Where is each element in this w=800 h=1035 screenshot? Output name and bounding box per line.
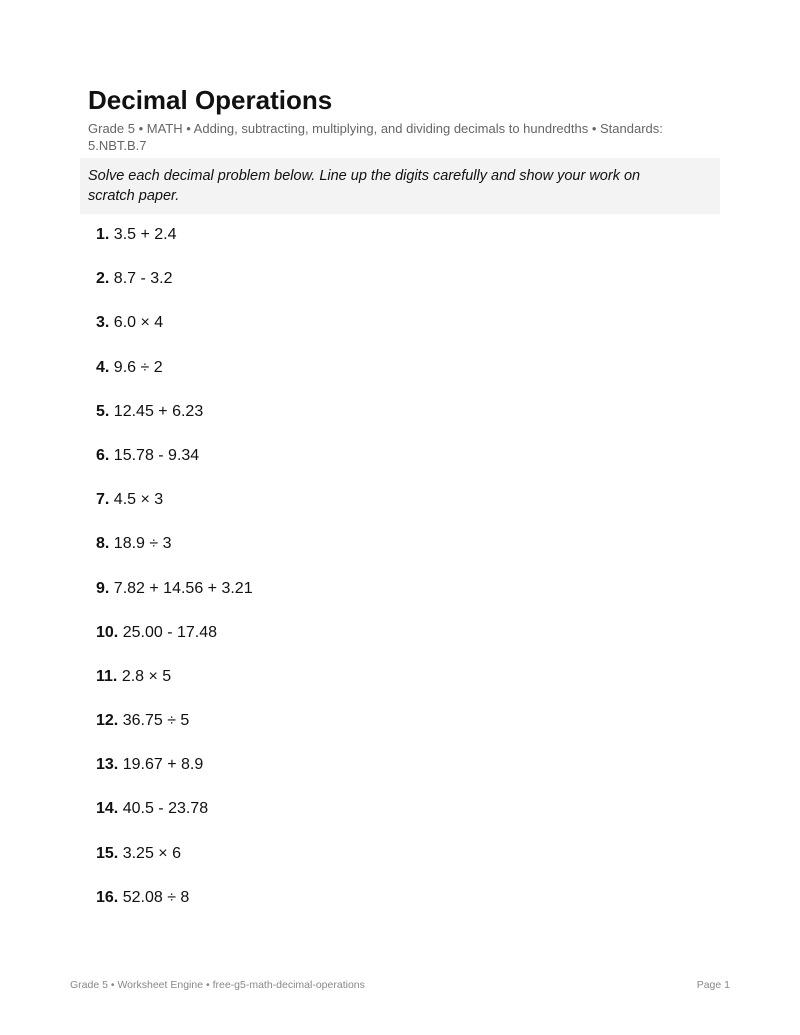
problem-item — [96, 843, 253, 887]
problem-item — [96, 401, 253, 445]
problem-expression: 12.45 + 6.23 — [113, 402, 204, 420]
problem-item — [96, 312, 253, 356]
problem-number: 13. — [96, 756, 119, 774]
problem-expression: 19.67 + 8.9 — [122, 756, 204, 774]
problem-list — [96, 224, 253, 931]
problem-number: 5. — [96, 402, 110, 420]
problem-item — [96, 578, 253, 622]
problem-expression: 18.9 ÷ 3 — [113, 535, 172, 553]
problem-item — [96, 798, 253, 842]
problem-item — [96, 887, 253, 931]
problem-number: 15. — [96, 844, 119, 862]
problem-number: 10. — [96, 623, 119, 641]
problem-number: 2. — [96, 270, 110, 288]
problem-expression: 36.75 ÷ 5 — [122, 712, 190, 730]
problem-expression: 4.5 × 3 — [113, 491, 164, 509]
problem-number: 1. — [96, 226, 110, 243]
problem-expression: 40.5 - 23.78 — [122, 800, 209, 818]
problem-expression: 25.00 - 17.48 — [122, 623, 217, 641]
problem-item — [96, 666, 253, 710]
problem-number: 9. — [96, 579, 110, 597]
problem-item — [96, 357, 253, 401]
problem-number: 3. — [96, 314, 110, 332]
problem-expression: 8.7 - 3.2 — [113, 270, 173, 288]
problem-item — [96, 224, 253, 268]
problem-item — [96, 622, 253, 666]
problem-expression: 15.78 - 9.34 — [113, 446, 200, 464]
problem-expression: 3.5 + 2.4 — [113, 226, 177, 243]
problem-number: 6. — [96, 446, 110, 464]
problem-number: 11. — [96, 667, 118, 685]
problem-expression: 2.8 × 5 — [121, 667, 172, 685]
problem-number: 7. — [96, 491, 110, 509]
problem-number: 8. — [96, 535, 110, 553]
problem-number: 14. — [96, 800, 119, 818]
page-number: Page 1 — [696, 979, 730, 991]
problem-item — [96, 533, 253, 577]
problem-expression: 52.08 ÷ 8 — [122, 888, 190, 906]
worksheet-meta: Grade 5 • MATH • Adding, subtracting, multiplying, and dividing decimals to hundredths • Standards: 5.NBT.B.7 — [88, 121, 663, 153]
problem-expression: 3.25 × 6 — [122, 844, 181, 862]
problem-item — [96, 489, 253, 533]
problem-item — [96, 445, 253, 489]
problem-number: 4. — [96, 358, 110, 376]
problem-expression: 9.6 ÷ 2 — [113, 358, 163, 376]
problem-item — [96, 710, 253, 754]
problem-expression: 6.0 × 4 — [113, 314, 164, 332]
footer-info: Grade 5 • Worksheet Engine • free-g5-math-decimal-operations — [70, 979, 365, 991]
problem-expression: 7.82 + 14.56 + 3.21 — [113, 579, 253, 597]
problem-item — [96, 268, 253, 312]
instructions-text: Solve each decimal problem below. Line up the digits carefully and show your work on scratch paper. — [88, 168, 641, 204]
problem-item — [96, 754, 253, 798]
problem-number: 12. — [96, 712, 119, 730]
page-title: Decimal Operations — [88, 85, 333, 115]
instructions-box — [80, 158, 720, 214]
problem-number: 16. — [96, 888, 119, 906]
